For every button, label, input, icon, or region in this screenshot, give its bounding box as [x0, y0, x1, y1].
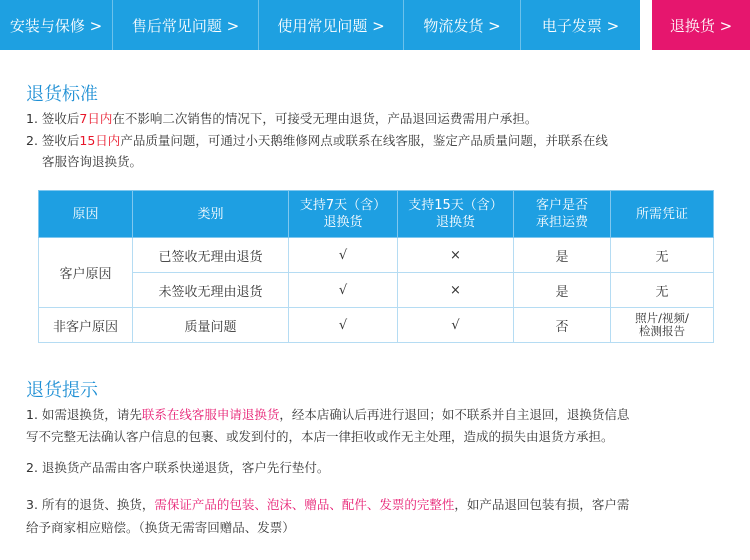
cell-7-day: √	[289, 238, 398, 273]
header-required-docs: 所需凭证	[611, 191, 714, 238]
standard-item-1: 1. 签收后7日内在不影响二次销售的情况下，可接受无理由退货，产品退回运费需用户承担。	[26, 111, 538, 126]
tab-gap	[640, 0, 652, 50]
cell-category: 未签收无理由退货	[133, 273, 289, 308]
cell-7-day: √	[289, 308, 398, 343]
highlight-contact-service: 联系在线客服申请退换货	[141, 407, 280, 422]
return-tips-title: 退货提示	[26, 380, 98, 401]
tip-3: 3. 所有的退货、换货，需保证产品的包装、泡沫、赠品、配件、发票的完整性，如产品退回包装有损，客户需 给予商家相应赔偿。（换货无需寄回赠品、发票）	[26, 497, 630, 535]
highlight-package-integrity: 需保证产品的包装、泡沫、赠品、配件、发票的完整性	[154, 497, 455, 512]
header-support-15-days: 支持15天（含） 退换货	[398, 191, 514, 238]
table-row	[39, 308, 714, 343]
nav-tabs	[0, 0, 750, 50]
return-policy-table	[38, 190, 714, 343]
cell-15-day: ×	[398, 273, 514, 308]
tab-e-invoice[interactable]: 电子发票 >	[521, 0, 640, 50]
header-reason: 原因	[39, 191, 133, 238]
header-support-7-days: 支持7天（含） 退换货	[289, 191, 398, 238]
tab-install-warranty[interactable]: 安装与保修 >	[0, 0, 113, 50]
cell-docs: 照片/视频/ 检测报告	[611, 308, 714, 343]
tab-logistics[interactable]: 物流发货 >	[404, 0, 521, 50]
cell-reason-non-customer: 非客户原因	[39, 308, 133, 343]
cell-7-day: √	[289, 273, 398, 308]
tab-returns[interactable]: 退换货 >	[652, 0, 750, 50]
cell-docs: 无	[611, 273, 714, 308]
header-shipping-cost: 客户是否 承担运费	[514, 191, 611, 238]
header-category: 类别	[133, 191, 289, 238]
return-standard-title: 退货标准	[26, 84, 98, 105]
standard-item-2: 2. 签收后15日内产品质量问题，可通过小天鹅维修网点或联系在线客服，鉴定产品质量问题，并联系在线 客服咨询退换货。	[26, 133, 608, 169]
tip-1: 1. 如需退换货，请先联系在线客服申请退换货，经本店确认后再进行退回；如不联系并自主退回，退换货信息 写不完整无法确认客户信息的包裹、或发到付的，本店一律拒收或作无主处理，造成的损失由退货方承担。	[26, 407, 630, 444]
cell-docs: 无	[611, 238, 714, 273]
cell-reason-customer: 客户原因	[39, 238, 133, 308]
cell-category: 质量问题	[133, 308, 289, 343]
highlight-7-days: 7日内	[79, 111, 113, 126]
tab-after-sales-faq[interactable]: 售后常见问题 >	[113, 0, 259, 50]
cell-shipping: 否	[514, 308, 611, 343]
tab-usage-faq[interactable]: 使用常见问题 >	[259, 0, 404, 50]
cell-category: 已签收无理由退货	[133, 238, 289, 273]
table-row	[39, 238, 714, 273]
cell-shipping: 是	[514, 273, 611, 308]
table-header-row	[39, 191, 714, 238]
cell-shipping: 是	[514, 238, 611, 273]
cell-15-day: ×	[398, 238, 514, 273]
table-row	[39, 273, 714, 308]
cell-15-day: √	[398, 308, 514, 343]
highlight-15-days: 15日内	[79, 133, 121, 148]
tip-2: 2. 退换货产品需由客户联系快递退货，客户先行垫付。	[26, 460, 330, 475]
